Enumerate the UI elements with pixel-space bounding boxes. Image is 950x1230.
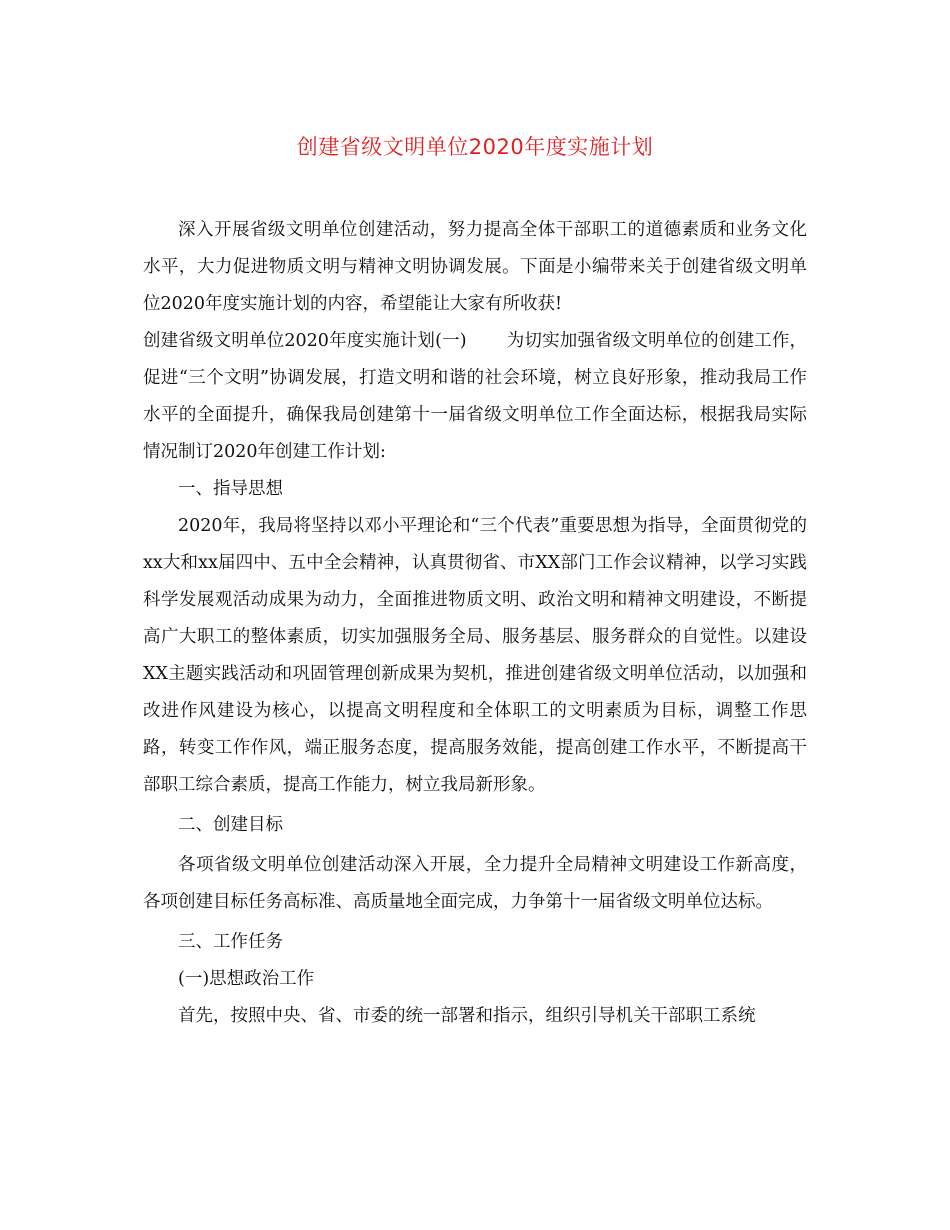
section-heading-tasks: 三、工作任务 <box>178 932 283 952</box>
section-paragraph-guiding-ideology: 2020年，我局将坚持以邓小平理论和“三个代表”重要思想为指导，全面贯彻党的xx大和xx届四中、五中全会精神，认真贯彻省、市XX部门工作会议精神，以学习实践科学发展观活动成果为动力，全面推进物质文明、政治文明和精神文明建设，不断提高广大职工的整体素质，切实加强服务全局、服务基层、服务群众的自觉性。以建设XX主题实践活动和巩固管理创新成果为契机，推进创建省级文明单位活动，以加强和改进作风建设为核心，以提高文明程度和全体职工的文明素质为目标，调整工作思路，转变工作作风，端正服务态度，提高服务效能，提高创建工作水平，不断提高干部职工综合素质，提高工作能力，树立我局新形象。 <box>143 516 807 795</box>
document-body <box>143 212 807 1035</box>
intro-paragraph: 深入开展省级文明单位创建活动，努力提高全体干部职工的道德素质和业务文化水平，大力促进物质文明与精神文明协调发展。下面是小编带来关于创建省级文明单位2020年度实施计划的内容，希望能让大家有所收获! <box>143 220 807 314</box>
section-heading-goals: 二、创建目标 <box>178 815 283 835</box>
section-paragraph-goals: 各项省级文明单位创建活动深入开展，全力提升全局精神文明建设工作新高度，各项创建目标任务高标准、高质量地全面完成，力争第十一届省级文明单位达标。 <box>143 855 807 912</box>
section-heading-guiding-ideology: 一、指导思想 <box>178 479 283 499</box>
subsection-paragraph-political-work: 首先，按照中央、省、市委的统一部署和指示，组织引导机关干部职工系统 <box>178 1006 756 1026</box>
plan-text: 为切实加强省级文明单位的创建工作，促进“三个文明”协调发展，打造文明和谐的社会环境，树立良好形象，推动我局工作水平的全面提升，确保我局创建第十一届省级文明单位工作全面达标，根据我局实际情况制订2020年创建工作计划: <box>143 331 807 462</box>
plan-heading: 创建省级文明单位2020年度实施计划(一) <box>143 331 467 351</box>
document-title: 创建省级文明单位2020年度实施计划 <box>296 135 654 159</box>
plan-paragraph <box>143 323 807 471</box>
subsection-heading-political-work: (一)思想政治工作 <box>178 969 315 989</box>
